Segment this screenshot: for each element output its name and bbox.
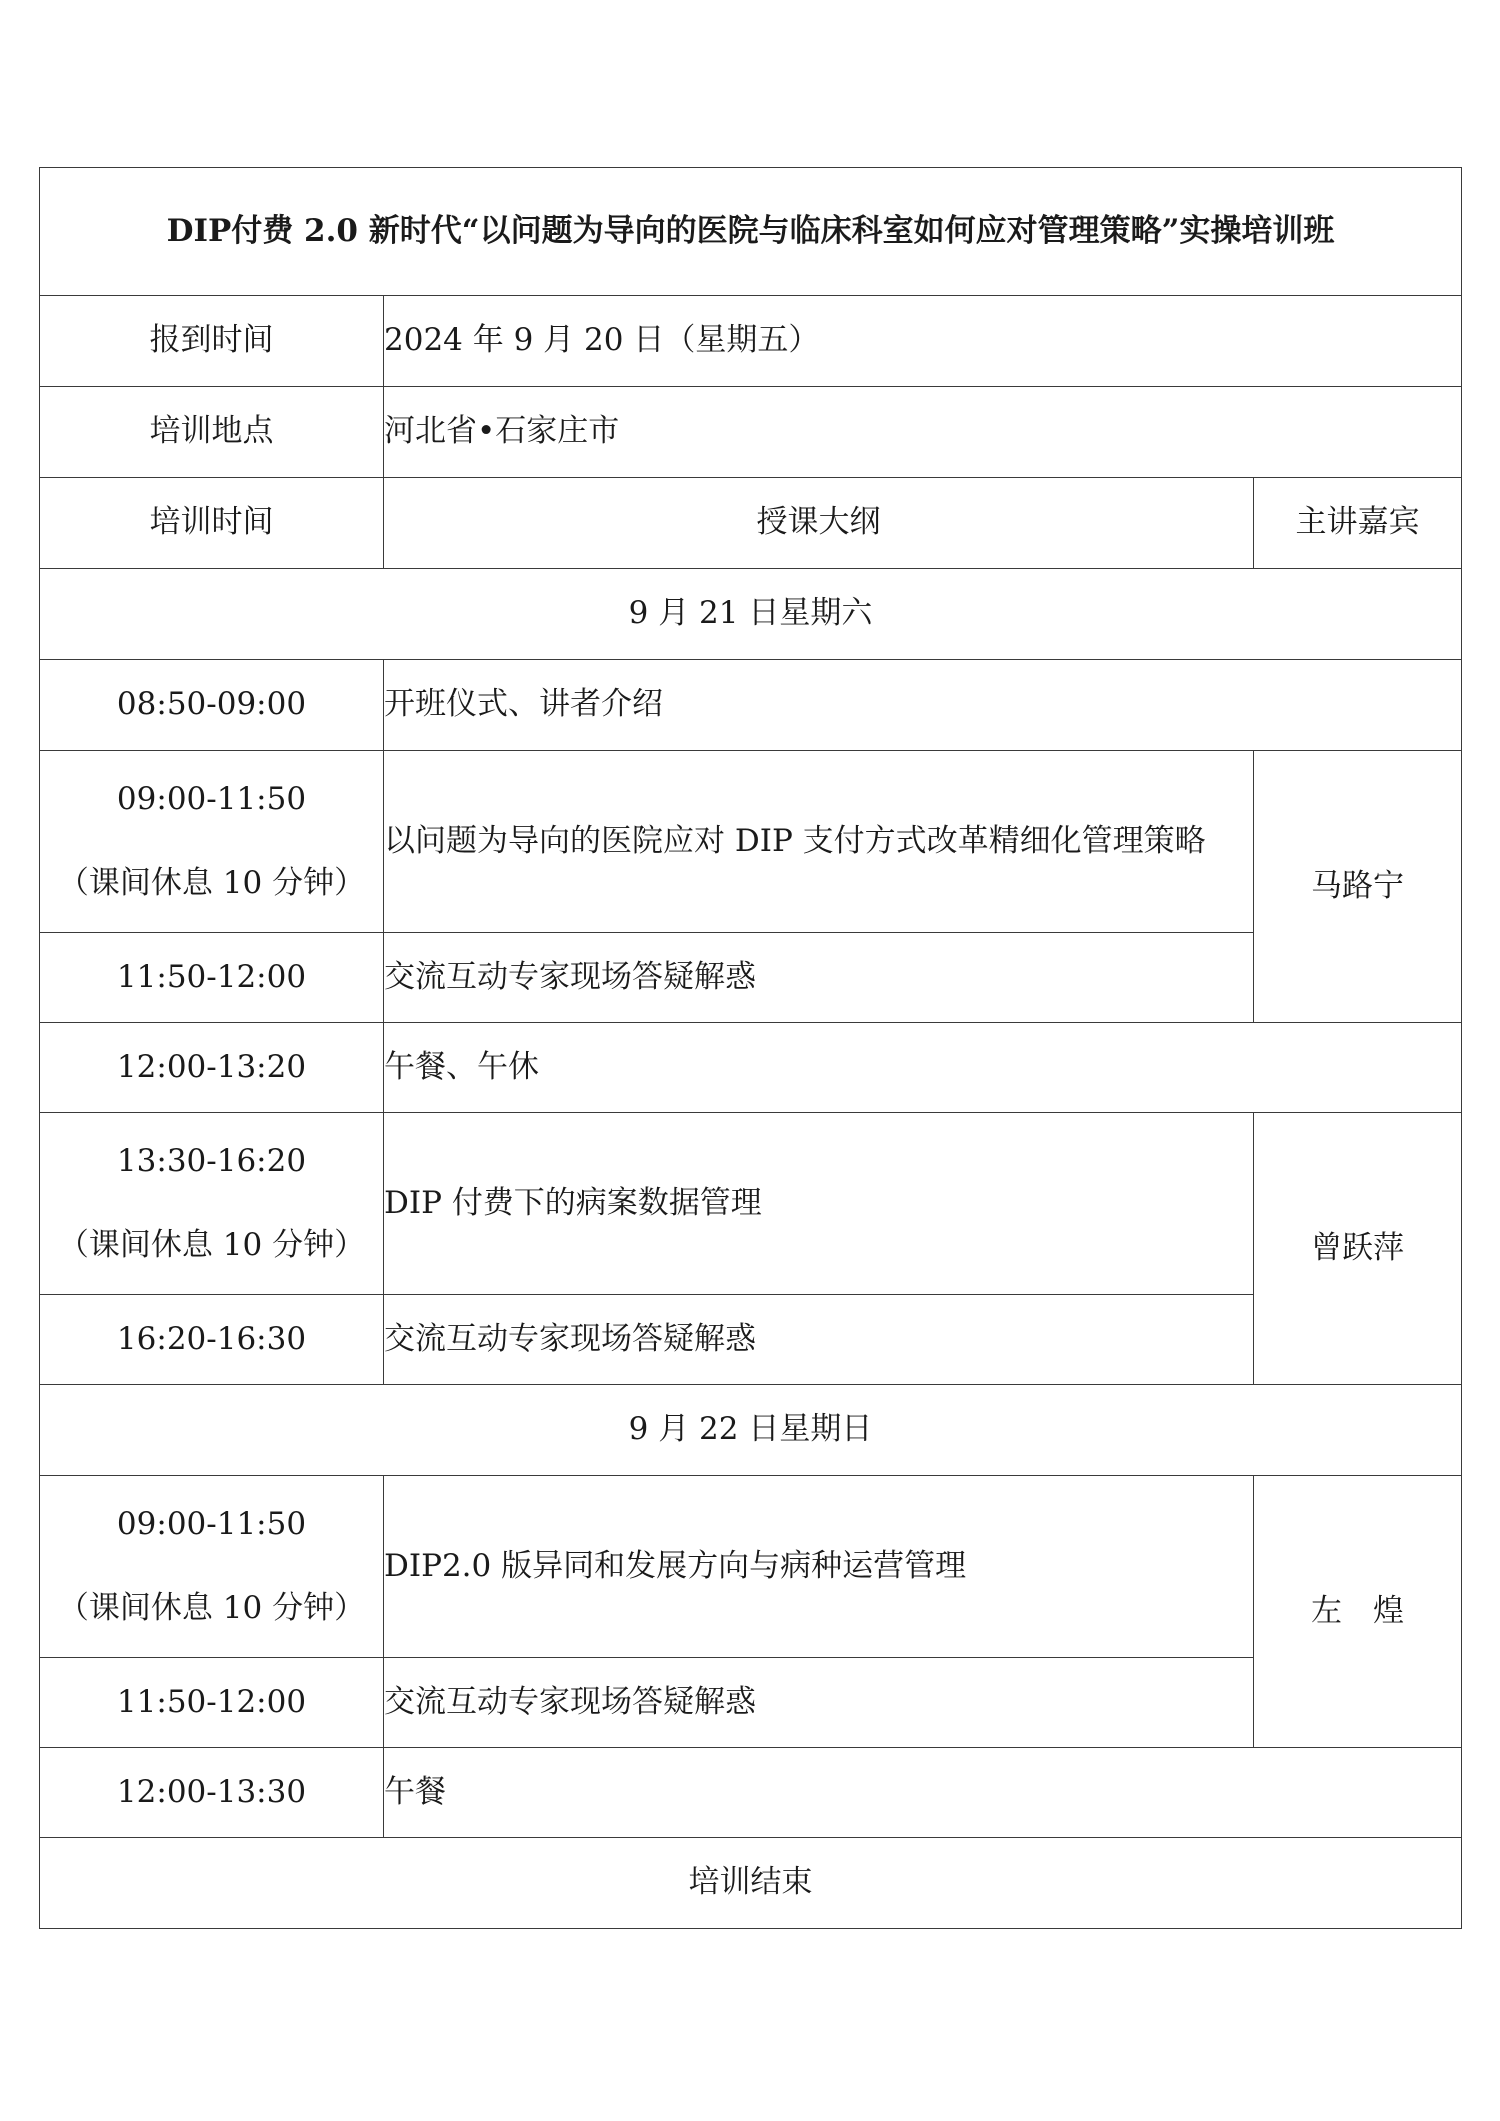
registration-value: 2024 年 9 月 20 日（星期五） <box>384 296 1462 387</box>
location-value: 河北省•石家庄市 <box>384 387 1462 478</box>
session-topic: 交流互动专家现场答疑解惑 <box>384 933 1254 1023</box>
session-time: 12:00-13:30 <box>40 1748 384 1838</box>
table-row <box>40 1476 1462 1658</box>
table-row <box>40 660 1462 751</box>
session-topic: 午餐 <box>384 1748 1462 1838</box>
session-time: 08:50-09:00 <box>40 660 384 751</box>
session-time: 11:50-12:00 <box>40 1658 384 1748</box>
table-row <box>40 1658 1462 1748</box>
day1-label: 9 月 21 日星期六 <box>40 569 1462 660</box>
table-row <box>40 751 1462 933</box>
table-row <box>40 1748 1462 1838</box>
session-time-cell <box>40 1113 384 1295</box>
session-time: 16:20-16:30 <box>40 1295 384 1385</box>
session-topic: 午餐、午休 <box>384 1023 1462 1113</box>
session-topic: DIP2.0 版异同和发展方向与病种运营管理 <box>384 1476 1254 1658</box>
header-time: 培训时间 <box>40 478 384 569</box>
header-speaker: 主讲嘉宾 <box>1254 478 1462 569</box>
registration-label: 报到时间 <box>40 296 384 387</box>
session-topic: DIP 付费下的病案数据管理 <box>384 1113 1254 1295</box>
session-topic: 以问题为导向的医院应对 DIP 支付方式改革精细化管理策略 <box>384 751 1254 933</box>
training-schedule-table <box>39 167 1462 1929</box>
speaker-name: 左 煌 <box>1254 1476 1462 1748</box>
table-row <box>40 1295 1462 1385</box>
session-break-note: （课间休息 10 分钟） <box>57 1589 366 1626</box>
header-outline: 授课大纲 <box>384 478 1254 569</box>
table-row <box>40 933 1462 1023</box>
session-time-cell <box>40 1476 384 1658</box>
table-row <box>40 1023 1462 1113</box>
session-topic: 交流互动专家现场答疑解惑 <box>384 1658 1254 1748</box>
day2-label: 9 月 22 日星期日 <box>40 1385 1462 1476</box>
session-time: 09:00-11:50 <box>116 1505 307 1542</box>
session-time: 11:50-12:00 <box>40 933 384 1023</box>
session-time: 13:30-16:20 <box>116 1142 307 1179</box>
session-break-note: （课间休息 10 分钟） <box>57 864 366 901</box>
speaker-name: 马路宁 <box>1254 751 1462 1023</box>
document-title: DIP付费 2.0 新时代“以问题为导向的医院与临床科室如何应对管理策略”实操培训班 <box>40 168 1462 296</box>
session-time: 12:00-13:20 <box>40 1023 384 1113</box>
speaker-name: 曾跃萍 <box>1254 1113 1462 1385</box>
session-time-cell <box>40 751 384 933</box>
session-break-note: （课间休息 10 分钟） <box>57 1226 366 1263</box>
session-time: 09:00-11:50 <box>116 780 307 817</box>
session-topic: 交流互动专家现场答疑解惑 <box>384 1295 1254 1385</box>
training-end-label: 培训结束 <box>40 1838 1462 1929</box>
session-topic: 开班仪式、讲者介绍 <box>384 660 1462 751</box>
location-label: 培训地点 <box>40 387 384 478</box>
table-row <box>40 1113 1462 1295</box>
